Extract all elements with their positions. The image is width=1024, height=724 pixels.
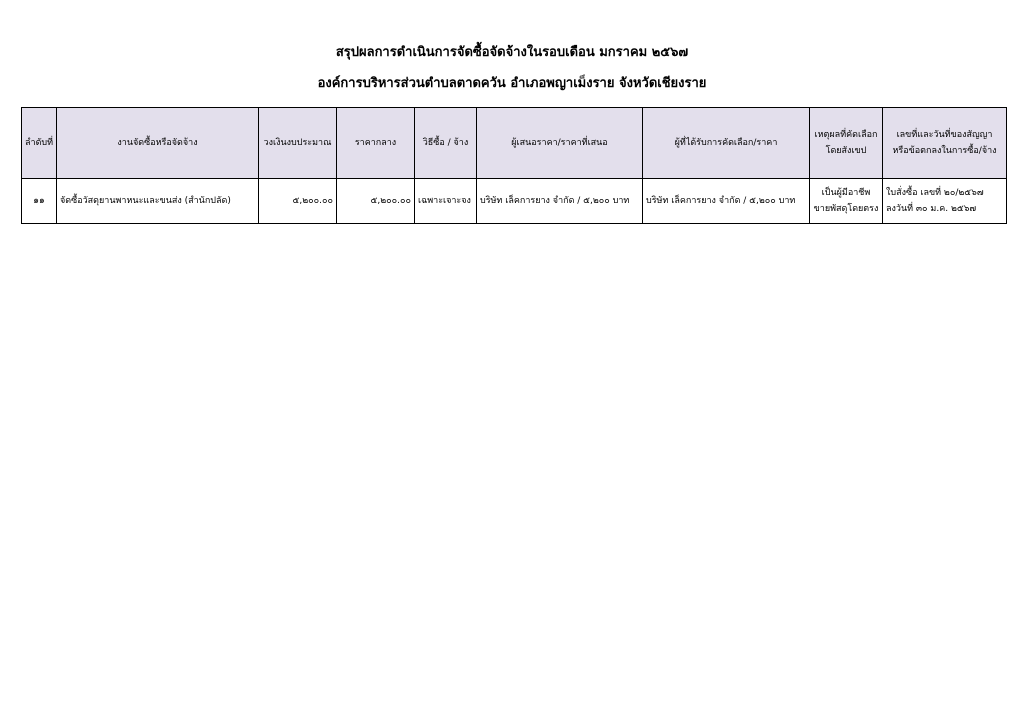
- cell-reason: [810, 179, 883, 224]
- procurement-table: [21, 107, 1007, 224]
- cell-contract: [883, 179, 1007, 224]
- header-item: งานจัดซื้อหรือจัดจ้าง: [57, 108, 259, 179]
- header-contract: [883, 108, 1007, 179]
- cell-contract-line1: ใบสั่งซื้อ เลขที่ ๒๐/๒๕๖๗: [886, 188, 984, 198]
- organization-title: องค์การบริหารส่วนตำบลตาดควัน อำเภอพญาเม็งราย จังหวัดเชียงราย: [317, 76, 707, 91]
- cell-method: เฉพาะเจาะจง: [415, 179, 477, 224]
- cell-contract-line2: ลงวันที่ ๓๐ ม.ค. ๒๕๖๗: [886, 204, 977, 214]
- header-contract-line2: หรือข้อตกลงในการซื้อ/จ้าง: [892, 146, 997, 156]
- header-reason-line2: โดยสังเขป: [825, 146, 867, 156]
- table-header-row: [22, 108, 1007, 179]
- report-title: สรุปผลการดำเนินการจัดซื้อจัดจ้างในรอบเดือน มกราคม ๒๕๖๗: [335, 45, 689, 60]
- header-no: ลำดับที่: [22, 108, 57, 179]
- table-row: [22, 179, 1007, 224]
- header-bidders: ผู้เสนอราคา/ราคาที่เสนอ: [477, 108, 643, 179]
- cell-reason-line2: ขายพัสดุโดยตรง: [813, 204, 879, 214]
- header-selected: ผู้ที่ได้รับการคัดเลือก/ราคา: [643, 108, 810, 179]
- header-budget: วงเงินงบประมาณ: [259, 108, 337, 179]
- cell-bidders: บริษัท เล็คการยาง จำกัด / ๕,๒๐๐ บาท: [477, 179, 643, 224]
- header-contract-line1: เลขที่และวันที่ของสัญญา: [896, 130, 993, 140]
- header-reason: [810, 108, 883, 179]
- cell-item: จัดซื้อวัสดุยานพาหนะและขนส่ง (สำนักปลัด): [57, 179, 259, 224]
- header-median-price: ราคากลาง: [337, 108, 415, 179]
- cell-no: ๑๑: [22, 179, 57, 224]
- cell-median-price: ๕,๒๐๐.๐๐: [337, 179, 415, 224]
- header-method: วิธีซื้อ / จ้าง: [415, 108, 477, 179]
- header-reason-line1: เหตุผลที่คัดเลือก: [814, 130, 878, 140]
- cell-selected: บริษัท เล็คการยาง จำกัด / ๕,๒๐๐ บาท: [643, 179, 810, 224]
- cell-reason-line1: เป็นผู้มีอาชีพ: [821, 188, 871, 198]
- cell-budget: ๕,๒๐๐.๐๐: [259, 179, 337, 224]
